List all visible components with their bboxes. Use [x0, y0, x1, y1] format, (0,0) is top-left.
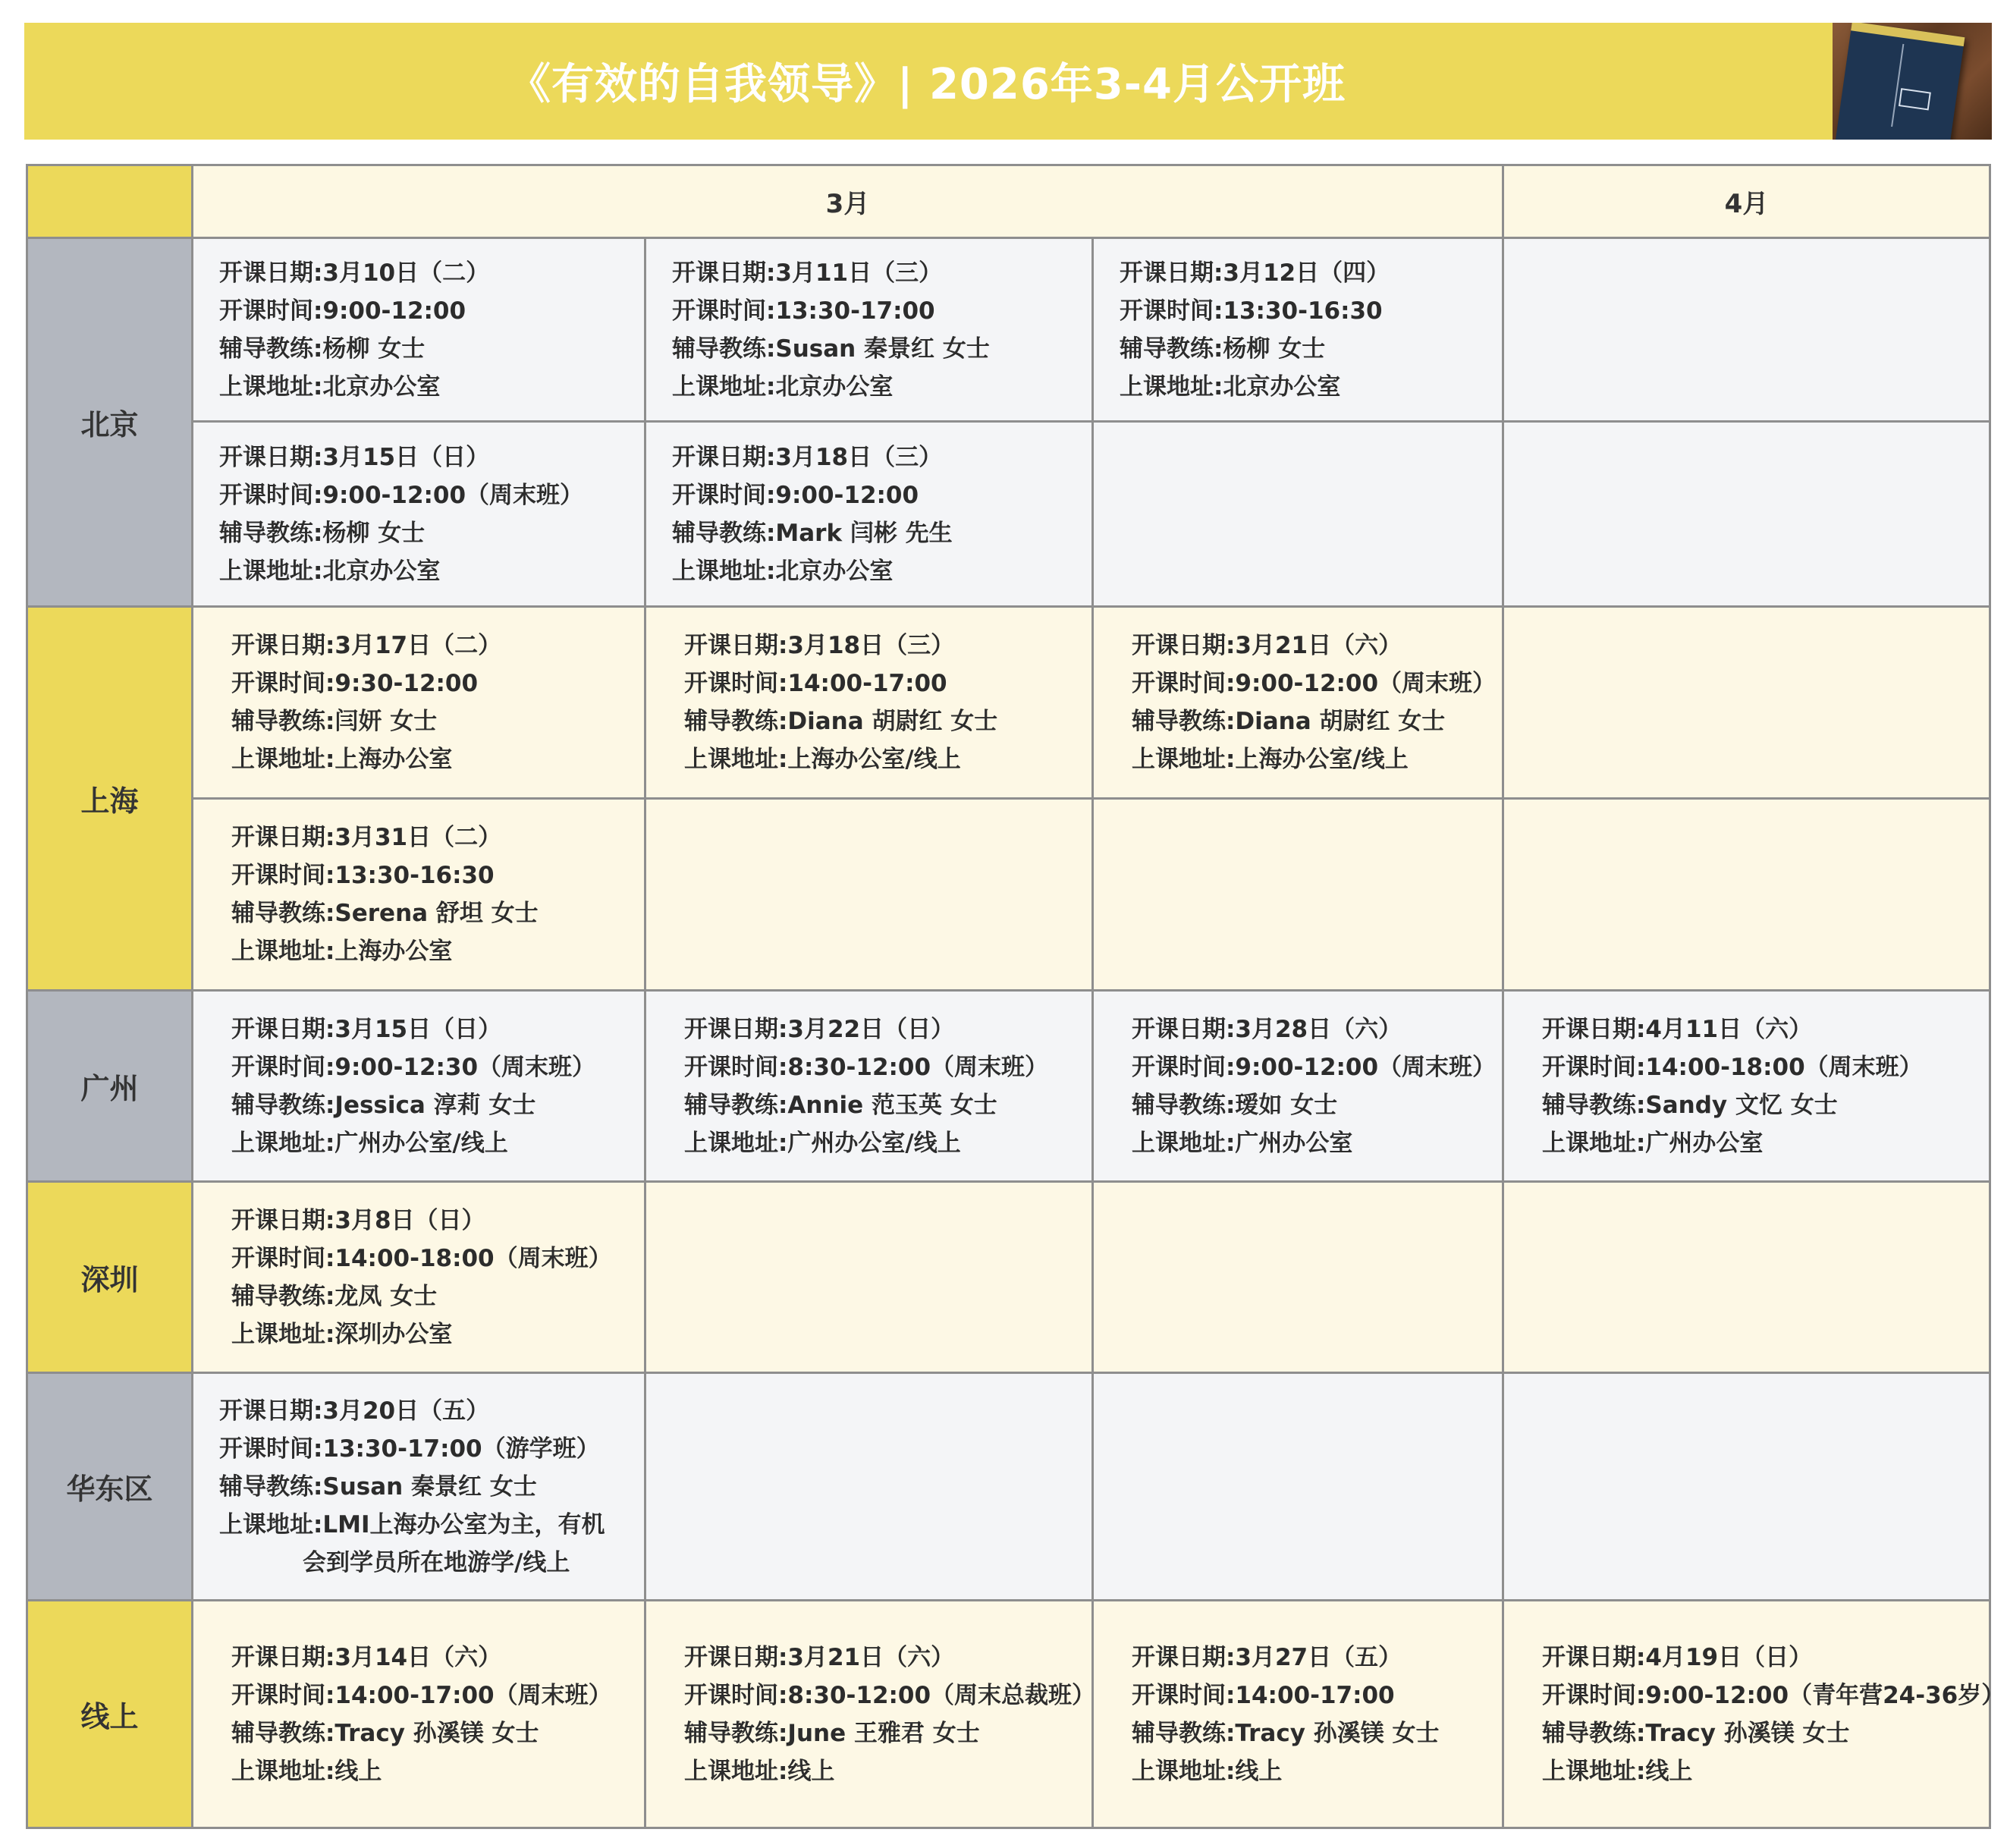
session-place-line — [193, 368, 644, 406]
session-place-line — [1504, 1124, 1989, 1162]
field-label: 辅导教练: — [219, 1472, 323, 1501]
field-label: 上课地址: — [219, 557, 323, 585]
field-label: 开课时间: — [231, 1681, 335, 1709]
session-time: 9:00-12:00 — [775, 481, 919, 509]
session-place: 上海办公室/线上 — [1235, 746, 1409, 773]
session-coach: 龙凤 女士 — [334, 1282, 438, 1310]
session-date: 3月14日（六） — [334, 1643, 502, 1671]
session-time-line — [193, 1677, 644, 1714]
field-label: 辅导教练: — [684, 1719, 788, 1747]
session-coach-line — [1094, 1086, 1502, 1124]
field-label: 开课时间: — [1542, 1053, 1646, 1081]
session-date: 3月12日（四） — [1223, 259, 1390, 287]
session-place-line — [1094, 740, 1502, 778]
session-coach: Tracy 孙溪镁 女士 — [1235, 1719, 1440, 1747]
session-place: 广州办公室/线上 — [787, 1129, 961, 1157]
session-place: 上海办公室 — [334, 938, 453, 965]
session-time: 14:00-17:00 — [787, 670, 947, 697]
session-time-line — [193, 476, 644, 514]
session-time: 9:00-12:00 — [322, 297, 466, 325]
session-date-line — [193, 1392, 644, 1430]
field-label: 辅导教练: — [231, 1091, 335, 1119]
class-session-cell — [193, 1373, 645, 1601]
class-session-cell — [1093, 1601, 1503, 1828]
field-label: 上课地址: — [231, 1129, 335, 1157]
session-coach: Tracy 孙溪镁 女士 — [1645, 1719, 1850, 1747]
session-place-line — [646, 1752, 1091, 1790]
session-time: 13:30-16:30 — [1223, 297, 1383, 325]
empty-cell — [1503, 607, 1990, 799]
session-time: 9:00-12:00（周末班） — [1235, 670, 1497, 697]
field-label: 上课地址: — [1132, 1129, 1236, 1157]
field-label: 辅导教练: — [684, 1091, 788, 1119]
session-place: 广州办公室 — [1645, 1129, 1764, 1157]
session-date: 3月28日（六） — [1235, 1015, 1402, 1043]
class-session-cell — [193, 422, 645, 607]
class-session-cell — [193, 1182, 645, 1373]
field-label: 开课日期: — [684, 1015, 788, 1043]
empty-cell — [1503, 1182, 1990, 1373]
month-header-march: 3月 — [193, 165, 1503, 238]
session-time: 9:00-12:00（周末班） — [322, 481, 584, 509]
session-time: 9:00-12:00（周末班） — [1235, 1053, 1497, 1081]
session-time: 14:00-17:00（周末班） — [334, 1681, 612, 1709]
class-session-cell — [645, 422, 1093, 607]
session-coach: June 王雅君 女士 — [787, 1719, 980, 1747]
schedule-row — [27, 607, 1990, 799]
field-label: 辅导教练: — [684, 708, 788, 735]
session-time-line — [1094, 1677, 1502, 1714]
session-place: 北京办公室 — [322, 372, 441, 401]
field-label: 辅导教练: — [1120, 335, 1223, 363]
session-time-line — [193, 856, 644, 894]
session-time-line — [646, 1677, 1096, 1714]
field-label: 辅导教练: — [231, 1719, 335, 1747]
session-place-line — [1504, 1752, 1989, 1790]
session-place: LMI上海办公室为主，有机 — [322, 1510, 605, 1538]
session-place-line — [646, 552, 1091, 590]
session-coach-line — [646, 514, 1091, 552]
field-label: 上课地址: — [219, 1510, 323, 1538]
session-coach-line — [193, 1714, 644, 1752]
session-date-line — [1504, 1639, 1989, 1677]
field-label: 开课时间: — [231, 1053, 335, 1081]
field-label: 辅导教练: — [231, 708, 335, 735]
session-time-line — [193, 292, 644, 330]
session-coach: 杨柳 女士 — [322, 335, 426, 363]
session-date: 3月18日（三） — [775, 443, 943, 471]
session-coach: 杨柳 女士 — [322, 519, 426, 547]
month-header-april: 4月 — [1503, 165, 1990, 238]
field-label: 开课时间: — [231, 670, 335, 697]
field-label: 开课日期: — [219, 259, 323, 287]
field-label: 开课日期: — [231, 1206, 335, 1234]
class-session-cell — [1093, 991, 1503, 1182]
class-session-cell — [645, 1601, 1096, 1828]
empty-cell — [1093, 422, 1503, 607]
field-label: 上课地址: — [1542, 1757, 1646, 1785]
empty-cell — [645, 1182, 1093, 1373]
session-time: 9:00-12:30（周末班） — [334, 1053, 596, 1081]
field-label: 开课时间: — [684, 670, 788, 697]
empty-cell — [1093, 1182, 1503, 1373]
field-label: 开课日期: — [1542, 1643, 1646, 1671]
field-label: 上课地址: — [231, 746, 335, 773]
session-date-line — [646, 254, 1091, 292]
city-label: 北京 — [27, 238, 193, 607]
schedule-row — [27, 799, 1990, 991]
field-label: 辅导教练: — [1542, 1719, 1646, 1747]
class-session-cell — [193, 607, 645, 799]
session-place-line — [1094, 368, 1502, 406]
session-place-line — [193, 1506, 644, 1544]
class-session-cell — [193, 238, 645, 422]
session-time: 9:30-12:00 — [334, 670, 479, 697]
schedule-row — [27, 991, 1990, 1182]
session-time: 8:30-12:00（周末班） — [787, 1053, 1049, 1081]
session-coach: Annie 范玉英 女士 — [787, 1091, 997, 1119]
session-date-line — [1504, 1010, 1989, 1048]
session-place-line — [1094, 1752, 1502, 1790]
session-coach: Susan 秦景红 女士 — [322, 1472, 537, 1501]
empty-cell — [1503, 238, 1990, 422]
session-coach: Jessica 淳莉 女士 — [334, 1091, 536, 1119]
session-coach-line — [193, 330, 644, 368]
session-time: 14:00-18:00（周末班） — [334, 1244, 612, 1272]
session-date-line — [193, 819, 644, 856]
session-coach: 杨柳 女士 — [1223, 335, 1326, 363]
book-icon — [1836, 23, 1965, 140]
session-place-line — [193, 1752, 644, 1790]
session-coach-line — [193, 1086, 644, 1124]
session-time-line — [646, 476, 1091, 514]
session-place-line — [193, 932, 644, 970]
field-label: 上课地址: — [684, 1757, 788, 1785]
field-label: 开课时间: — [684, 1053, 788, 1081]
schedule-table — [26, 164, 2005, 1829]
session-date: 3月10日（二） — [322, 259, 490, 287]
empty-cell — [1503, 422, 1990, 607]
field-label: 开课时间: — [672, 481, 776, 509]
field-label: 开课时间: — [684, 1681, 788, 1709]
session-date-line — [193, 1010, 644, 1048]
session-date-line — [646, 1010, 1091, 1048]
field-label: 上课地址: — [231, 1320, 335, 1348]
field-label: 辅导教练: — [1132, 1091, 1236, 1119]
session-place: 线上 — [787, 1757, 835, 1785]
session-date: 3月11日（三） — [775, 259, 943, 287]
field-label: 开课日期: — [1542, 1015, 1646, 1043]
class-session-cell — [645, 607, 1093, 799]
field-label: 开课日期: — [219, 443, 323, 471]
field-label: 开课时间: — [219, 297, 323, 325]
session-date: 3月15日（日） — [334, 1015, 502, 1043]
field-label: 上课地址: — [672, 557, 776, 585]
class-session-cell — [193, 799, 645, 991]
field-label: 开课日期: — [1132, 632, 1236, 659]
field-label: 上课地址: — [219, 372, 323, 401]
session-date-line — [193, 627, 644, 665]
session-place: 北京办公室 — [322, 557, 441, 585]
session-time-line — [193, 1240, 644, 1278]
session-date: 4月11日（六） — [1645, 1015, 1813, 1043]
field-label: 上课地址: — [1132, 1757, 1236, 1785]
session-place: 线上 — [1235, 1757, 1283, 1785]
field-label: 辅导教练: — [672, 519, 776, 547]
city-label: 线上 — [27, 1601, 193, 1828]
session-time: 13:30-16:30 — [334, 862, 495, 889]
field-label: 开课时间: — [219, 481, 323, 509]
session-coach-line — [193, 702, 644, 740]
session-place: 线上 — [334, 1757, 382, 1785]
session-place: 上海办公室 — [334, 746, 453, 773]
field-label: 开课日期: — [1132, 1015, 1236, 1043]
field-label: 开课时间: — [1120, 297, 1223, 325]
field-label: 开课日期: — [672, 443, 776, 471]
session-coach: Mark 闫彬 先生 — [775, 519, 953, 547]
session-place-line — [1094, 1124, 1502, 1162]
session-coach: Serena 舒坦 女士 — [334, 900, 539, 927]
session-time: 9:00-12:00（青年营24-36岁） — [1645, 1681, 2005, 1709]
session-coach: Diana 胡尉红 女士 — [1235, 708, 1446, 735]
city-label: 深圳 — [27, 1182, 193, 1373]
session-place-line — [193, 1315, 644, 1353]
class-session-cell — [645, 238, 1093, 422]
field-label: 开课日期: — [231, 824, 335, 851]
session-time: 14:00-17:00 — [1235, 1681, 1395, 1709]
session-coach: 瑷如 女士 — [1235, 1091, 1338, 1119]
field-label: 辅导教练: — [231, 900, 335, 927]
schedule-row — [27, 238, 1990, 422]
session-date: 3月31日（二） — [334, 824, 502, 851]
field-label: 辅导教练: — [219, 519, 323, 547]
header-corner — [27, 165, 193, 238]
session-time-line — [1094, 292, 1502, 330]
session-date: 3月17日（二） — [334, 632, 502, 659]
session-coach-line — [646, 1086, 1091, 1124]
field-label: 辅导教练: — [1132, 1719, 1236, 1747]
book-cover-image — [1833, 23, 1992, 140]
empty-cell — [645, 799, 1093, 991]
class-session-cell — [1093, 607, 1503, 799]
empty-cell — [1503, 1373, 1990, 1601]
session-date-line — [193, 438, 644, 476]
session-place-line — [646, 1124, 1091, 1162]
session-date-line — [646, 627, 1091, 665]
field-label: 开课日期: — [1120, 259, 1223, 287]
session-place: 北京办公室 — [775, 372, 894, 401]
session-time: 8:30-12:00（周末总裁班） — [787, 1681, 1096, 1709]
session-place-line — [646, 368, 1091, 406]
session-time-line — [646, 1048, 1091, 1086]
session-date: 3月15日（日） — [322, 443, 490, 471]
field-label: 上课地址: — [684, 746, 788, 773]
session-date-line — [646, 438, 1091, 476]
field-label: 上课地址: — [1542, 1129, 1646, 1157]
class-session-cell — [1503, 991, 1990, 1182]
field-label: 开课日期: — [684, 632, 788, 659]
session-time: 14:00-18:00（周末班） — [1645, 1053, 1923, 1081]
empty-cell — [1093, 1373, 1503, 1601]
session-coach-line — [1504, 1086, 1989, 1124]
field-label: 上课地址: — [1120, 372, 1223, 401]
session-time-line — [1094, 1048, 1502, 1086]
session-place: 广州办公室/线上 — [334, 1129, 508, 1157]
session-coach-line — [646, 330, 1091, 368]
session-date-line — [193, 1202, 644, 1240]
session-place-continued: 会到学员所在地游学/线上 — [303, 1548, 570, 1576]
session-time-line — [1504, 1677, 2005, 1714]
session-coach-line — [193, 1468, 644, 1506]
field-label: 上课地址: — [231, 938, 335, 965]
session-coach-line — [193, 514, 644, 552]
schedule-row — [27, 1182, 1990, 1373]
session-coach-line — [1094, 1714, 1502, 1752]
class-session-cell — [645, 991, 1093, 1182]
field-label: 开课日期: — [219, 1397, 323, 1425]
field-label: 开课时间: — [231, 862, 335, 889]
session-date: 3月18日（三） — [787, 632, 955, 659]
field-label: 辅导教练: — [219, 335, 323, 363]
session-coach-line — [1504, 1714, 1989, 1752]
field-label: 开课时间: — [1132, 670, 1236, 697]
session-place: 北京办公室 — [1223, 372, 1341, 401]
field-label: 开课日期: — [231, 632, 335, 659]
field-label: 开课时间: — [1132, 1681, 1236, 1709]
session-date: 3月27日（五） — [1235, 1643, 1402, 1671]
city-label: 上海 — [27, 607, 193, 991]
field-label: 开课日期: — [672, 259, 776, 287]
session-coach: Diana 胡尉红 女士 — [787, 708, 998, 735]
class-session-cell — [193, 1601, 645, 1828]
city-label: 华东区 — [27, 1373, 193, 1601]
field-label: 开课时间: — [1542, 1681, 1646, 1709]
session-time-line — [193, 1048, 644, 1086]
field-label: 开课时间: — [1132, 1053, 1236, 1081]
empty-cell — [1093, 799, 1503, 991]
field-label: 开课时间: — [672, 297, 776, 325]
city-label: 广州 — [27, 991, 193, 1182]
session-date-line — [193, 254, 644, 292]
field-label: 开课时间: — [219, 1435, 323, 1463]
session-date-line — [193, 1639, 644, 1677]
session-time-line — [646, 292, 1091, 330]
field-label: 开课日期: — [231, 1643, 335, 1671]
class-session-cell — [193, 991, 645, 1182]
session-date-line — [1094, 1010, 1502, 1048]
session-coach-line — [646, 1714, 1091, 1752]
session-time: 13:30-17:00 — [775, 297, 935, 325]
session-date: 3月20日（五） — [322, 1397, 490, 1425]
schedule-row — [27, 1601, 1990, 1828]
field-label: 开课日期: — [684, 1643, 788, 1671]
session-place: 上海办公室/线上 — [787, 746, 961, 773]
empty-cell — [1503, 799, 1990, 991]
field-label: 上课地址: — [1132, 746, 1236, 773]
session-time-line — [1504, 1048, 1989, 1086]
session-time-line — [646, 665, 1091, 702]
session-place: 深圳办公室 — [334, 1320, 453, 1348]
session-coach-line — [1094, 330, 1502, 368]
field-label: 辅导教练: — [1542, 1091, 1646, 1119]
session-date: 4月19日（日） — [1645, 1643, 1813, 1671]
session-date: 3月21日（六） — [1235, 632, 1402, 659]
session-coach: Sandy 文忆 女士 — [1645, 1091, 1838, 1119]
page-title: 《有效的自我领导》| 2026年3-4月公开班 — [508, 60, 1346, 109]
field-label: 上课地址: — [684, 1129, 788, 1157]
session-time-line — [193, 1430, 644, 1468]
field-label: 辅导教练: — [1132, 708, 1236, 735]
session-place: 北京办公室 — [775, 557, 894, 585]
class-session-cell — [1093, 238, 1503, 422]
session-date-line — [1094, 627, 1502, 665]
field-label: 上课地址: — [231, 1757, 335, 1785]
field-label: 开课日期: — [231, 1015, 335, 1043]
session-coach-line — [193, 894, 644, 932]
session-date: 3月22日（日） — [787, 1015, 955, 1043]
session-place-line — [193, 740, 644, 778]
class-session-cell — [1503, 1601, 2005, 1828]
title-banner — [24, 23, 1992, 140]
session-place-line — [646, 740, 1091, 778]
field-label: 开课日期: — [1132, 1643, 1236, 1671]
session-coach: 闫妍 女士 — [334, 708, 438, 735]
session-coach-line — [646, 702, 1091, 740]
session-date: 3月8日（日） — [334, 1206, 485, 1234]
session-time: 13:30-17:00（游学班） — [322, 1435, 600, 1463]
empty-cell — [645, 1373, 1093, 1601]
header-row — [27, 165, 1990, 238]
session-time-line — [1094, 665, 1502, 702]
session-coach-line — [193, 1278, 644, 1315]
session-place-line — [193, 552, 644, 590]
session-date-line — [1094, 1639, 1502, 1677]
schedule-row — [27, 1373, 1990, 1601]
session-coach-line — [1094, 702, 1502, 740]
session-coach: Susan 秦景红 女士 — [775, 335, 990, 363]
field-label: 上课地址: — [672, 372, 776, 401]
session-coach: Tracy 孙溪镁 女士 — [334, 1719, 539, 1747]
session-date-line — [1094, 254, 1502, 292]
field-label: 辅导教练: — [231, 1282, 335, 1310]
session-date-line — [646, 1639, 1091, 1677]
field-label: 开课时间: — [231, 1244, 335, 1272]
session-place: 线上 — [1645, 1757, 1693, 1785]
session-place: 广州办公室 — [1235, 1129, 1353, 1157]
field-label: 辅导教练: — [672, 335, 776, 363]
session-date: 3月21日（六） — [787, 1643, 955, 1671]
session-place-line — [193, 1124, 644, 1162]
session-time-line — [193, 665, 644, 702]
schedule-row — [27, 422, 1990, 607]
